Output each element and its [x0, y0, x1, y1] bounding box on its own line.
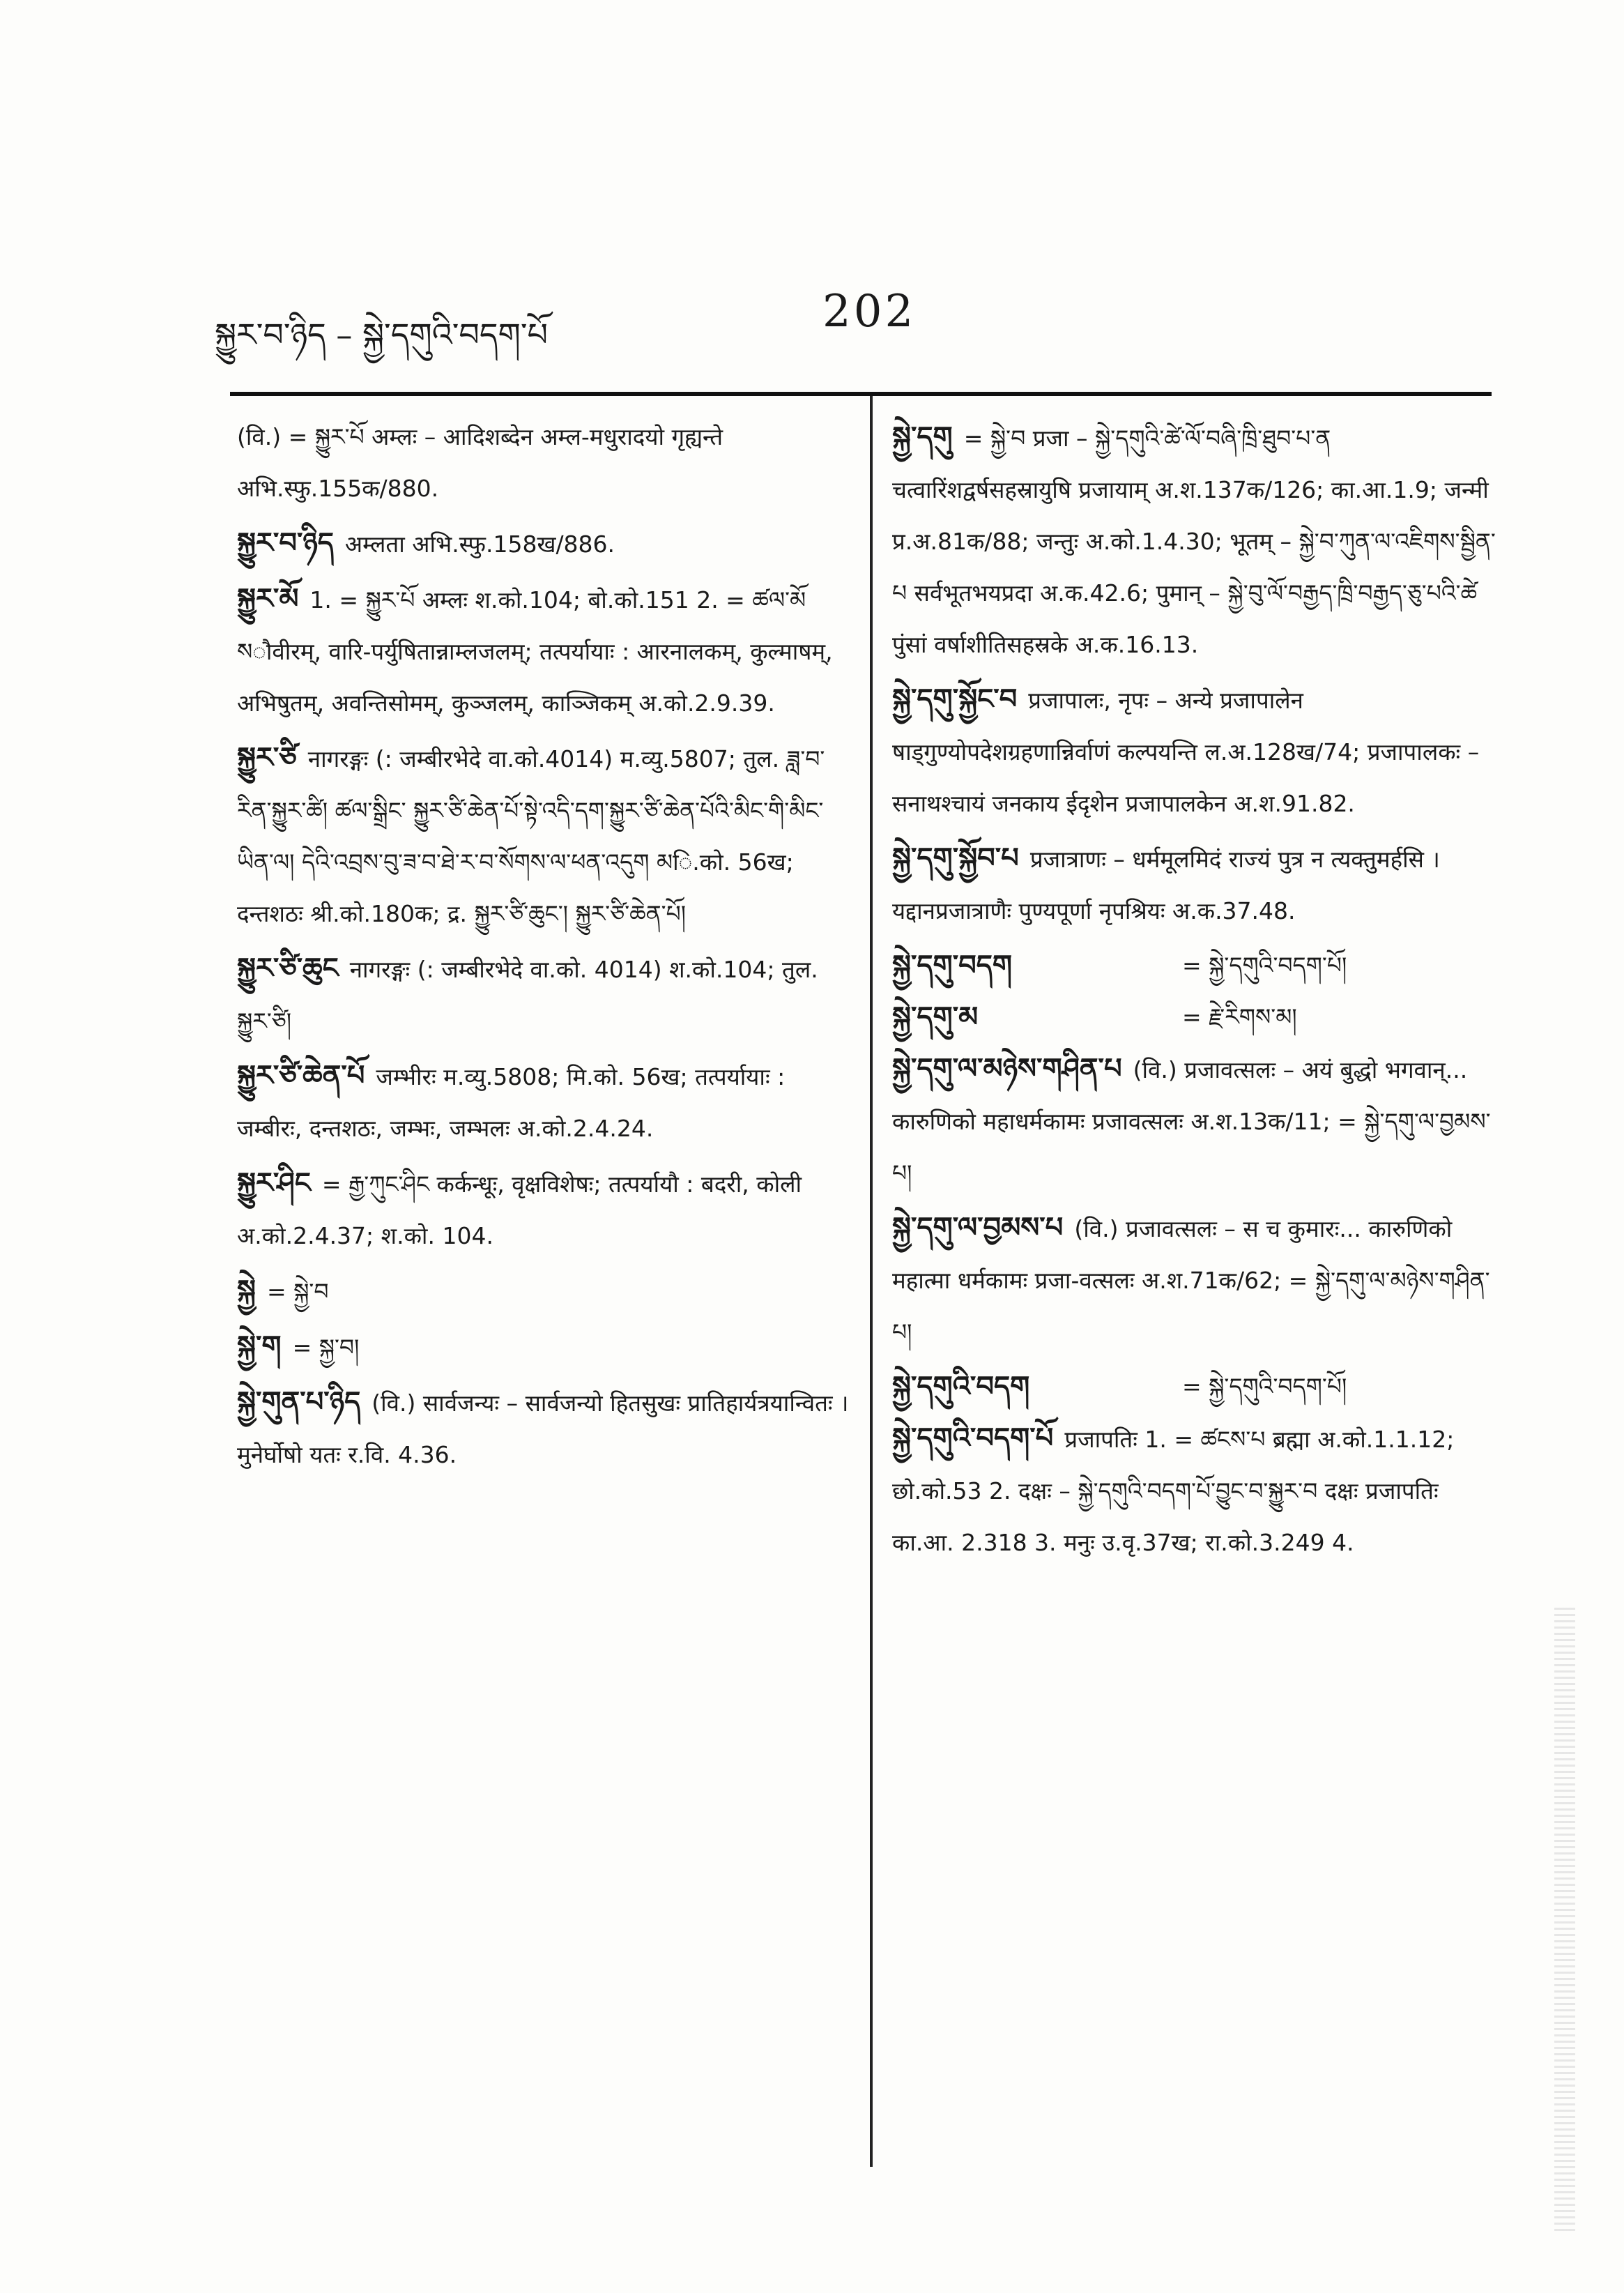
- entry-headword: སྐྱུར་བ་ཉིད: [237, 526, 334, 559]
- cross-reference-target: = སྐྱེ་དགུའི་བདག་པོ།: [1182, 1373, 1347, 1400]
- header-rule: [230, 392, 1492, 396]
- dictionary-entry: [237, 1376, 850, 1481]
- cross-reference-entry: [892, 991, 1506, 1043]
- entry-headword: སྐྱུར་ཙི: [237, 741, 297, 774]
- entry-definition: जम्भीरः म.व्यु.5808; मि.को. 56ख; तत्पर्यायाः : जम्बीरः, दन्तशठः, जम्भः, जम्भलः अ.को.2.4.24.: [237, 1063, 786, 1142]
- cross-reference-entry: [892, 940, 1506, 991]
- dictionary-entry: [892, 832, 1506, 937]
- entry-headword: སྐྱེ་དགུ་བདག: [892, 949, 1013, 982]
- entry-headword: སྐྱེ་དགུའི་བདག: [892, 1370, 1030, 1403]
- dictionary-entry: [892, 1043, 1506, 1199]
- dictionary-entry: [237, 1320, 850, 1373]
- entry-definition: 1. = སྐྱུར་པོ अम्लः श.को.104; बो.को.151 2. = ཚལ་མོ སौवीरम्, वारि-पर्युषितान्नाम्लजलम्; तत्पर्यायाः : आरनालकम्, कुल्माषम्, अभिषुतम्, अवन्तिसोमम्, कुञ्जलम्, काञ्जिकम् अ.को.2.9.39.: [237, 586, 833, 717]
- entry-definition: = སྐྱེ་བ: [267, 1278, 329, 1305]
- entry-headword: སྐྱེ་དགུ་སྐྱོང་བ: [892, 683, 1018, 715]
- entry-headword: སྐྱུར་མོ: [237, 582, 299, 615]
- entry-headword: སྐྱུར་ཙི་ཆེན་པོ: [237, 1059, 365, 1092]
- entry-definition: = རྒྱ་ཀུང་ཤིང कर्कन्धूः, वृक्षविशेषः; तत्पर्यायौ : बदरी, कोली अ.को.2.4.37; श.को. 104.: [237, 1171, 802, 1249]
- column-divider: [870, 396, 873, 2167]
- scan-margin-speckle: [1554, 1603, 1575, 2231]
- running-head: སྐྱུར་བ་ཉིད – སྐྱེ་དགུའི་བདག་པོ: [215, 316, 549, 353]
- cross-reference-target: = སྐྱེ་དགུའི་བདག་པོ།: [1182, 952, 1347, 979]
- entry-headword: སྐྱེ་དགུ་ལ་མཉེས་གཤིན་པ: [892, 1052, 1122, 1085]
- dictionary-entry: [237, 573, 850, 729]
- entry-headword: སྐྱེ: [237, 1274, 256, 1307]
- page-number: 202: [822, 286, 917, 337]
- entry-definition: (वि.) = སྐྱུར་པོ अम्लः – आदिशब्देन अम्ल-मधुरादयो गृह्यन्ते अभि.स्फु.155क/880.: [237, 423, 723, 502]
- running-header: [209, 286, 1492, 356]
- entry-definition: नागरङ्गः (: जम्बीरभेदे वा.को.4014) म.व्यु.5807; तुल. ཟླ་བ་རིན་སྐྱུར་ཚི། ཚལ་སྒྲིང་ སྐྱུར་ཙི་ཆེན་པོ་སྟེ་འདི་དག་སྐྱུར་ཙི་ཆེན་པོའི་མིང་གི་མིང་ཡིན་ལ། དེའི་འབྲས་བུ་ཟ་བ་ཐེ་ར་བ་སོགས་ལ་ཕན་འདུག མि.को. 56ख; दन्तशठः श्री.को.180क; द्र. སྐྱུར་ཙི་ཆུང་། སྐྱུར་ཙི་ཆེན་པོ།: [237, 745, 825, 927]
- dictionary-entry: [237, 1157, 850, 1262]
- entry-definition: = སྐྱེ་བ प्रजा – སྐྱེ་དགུའི་ཚེ་ལོ་བཞི་ཁྲི་ཐུབ་པ་ན चत्वारिंशद्वर्षसहस्रायुषि प्रजायाम् अ.श.137क/126; का.आ.1.9; जन्मी प्र.अ.81क/88; जन्तुः अ.को.1.4.30; भूतम् – སྐྱེ་བ་ཀུན་ལ་འཇིགས་སྦྱིན་པ सर्वभूतभयप्रदा अ.क.42.6; पुमान् – སྐྱེ་བུ་ལོ་བརྒྱད་ཁྲི་བརྒྱད་ཅུ་པའི་ཚེ पुंसां वर्षाशीतिसहस्रके अ.क.16.13.: [892, 425, 1496, 658]
- left-column: [237, 411, 850, 1484]
- dictionary-entry: [237, 517, 850, 570]
- entry-headword: སྐྱེ་དགུའི་བདག་པོ: [892, 1422, 1054, 1454]
- entry-definition: प्रजात्राणः – धर्ममूलमिदं राज्यं पुत्र न त्यक्तुमर्हसि । यद्दानप्रजात्राणैः पुण्यपूर्णा नृपश्रियः अ.क.37.48.: [892, 846, 1440, 924]
- entry-definition: = སྐྱ་བ།: [292, 1334, 360, 1361]
- entry-definition: (वि.) सार्वजन्यः – सार्वजन्यो हितसुखः प्रातिहार्यत्रयान्वितः । मुनेर्घोषो यतः र.वि. 4.36.: [237, 1389, 849, 1468]
- entry-definition: प्रजापतिः 1. = ཚངས་པ ब्रह्मा अ.को.1.1.12; छो.को.53 2. दक्षः – སྐྱེ་དགུའི་བདག་པོ་བྱུང་བ་སྐྱུར་བ दक्षः प्रजापतिः का.आ. 2.318 3. मनुः उ.वृ.37ख; रा.को.3.249 4.: [892, 1426, 1455, 1556]
- dictionary-entry: [892, 411, 1506, 671]
- cross-reference-entry: [892, 1361, 1506, 1412]
- dictionary-entry: [892, 1202, 1506, 1358]
- right-column: [892, 411, 1506, 1571]
- dictionary-entry: [237, 943, 850, 1047]
- entry-headword: སྐྱེ་དགུ: [892, 420, 953, 453]
- entry-headword: སྐྱེ་ག: [237, 1330, 282, 1362]
- entry-headword: སྐྱུར་ཙི་ཆུང: [237, 952, 339, 984]
- entry-definition: (वि.) प्रजावत्सलः – स च कुमारः... कारुणिको महात्मा धर्मकामः प्रजा-वत्सलः अ.श.71क/62; = སྐྱེ་དགུ་ལ་མཉེས་གཤིན་པ།: [892, 1215, 1490, 1346]
- cross-reference-target: = རྗེ་རིགས་མ།: [1182, 1003, 1297, 1030]
- dictionary-entry: [237, 732, 850, 940]
- entry-definition: (वि.) प्रजावत्सलः – अयं बुद्धो भगवान्... कारुणिको महाधर्मकामः प्रजावत्सलः अ.श.13क/11; = སྐྱེ་དགུ་ལ་བྱམས་པ།: [892, 1056, 1491, 1187]
- dictionary-entry: [237, 1050, 850, 1155]
- dictionary-entry: [892, 673, 1506, 830]
- entry-definition: प्रजापालः, नृपः – अन्ये प्रजापालेन षाड्गुण्योपदेशग्रहणान्निर्वाणं कल्पयन्ति ल.अ.128ख/74; प्रजापालकः – सनाथश्चायं जनकाय ईदृशेन प्रजापालकेन अ.श.91.82.: [892, 687, 1480, 817]
- entry-headword: སྐྱུར་ཤིང: [237, 1166, 311, 1199]
- dictionary-entry: [892, 1412, 1506, 1569]
- entry-headword: སྐྱེ་དགུ་མ: [892, 1000, 979, 1033]
- entry-headword: སྐྱེ་གུན་པ་ཉིད: [237, 1385, 361, 1418]
- dictionary-entry: [237, 1265, 850, 1318]
- dictionary-entry: [237, 411, 850, 515]
- entry-definition: नागरङ्गः (: जम्बीरभेदे वा.को. 4014) श.को.104; तुल. སྐྱུར་ཙི།: [237, 956, 818, 1035]
- entry-headword: སྐྱེ་དགུ་ལ་བྱམས་པ: [892, 1211, 1064, 1244]
- entry-headword: སྐྱེ་དགུ་སྐྱོབ་པ: [892, 841, 1019, 874]
- entry-definition: अम्लता अभि.स्फु.158ख/886.: [344, 531, 615, 558]
